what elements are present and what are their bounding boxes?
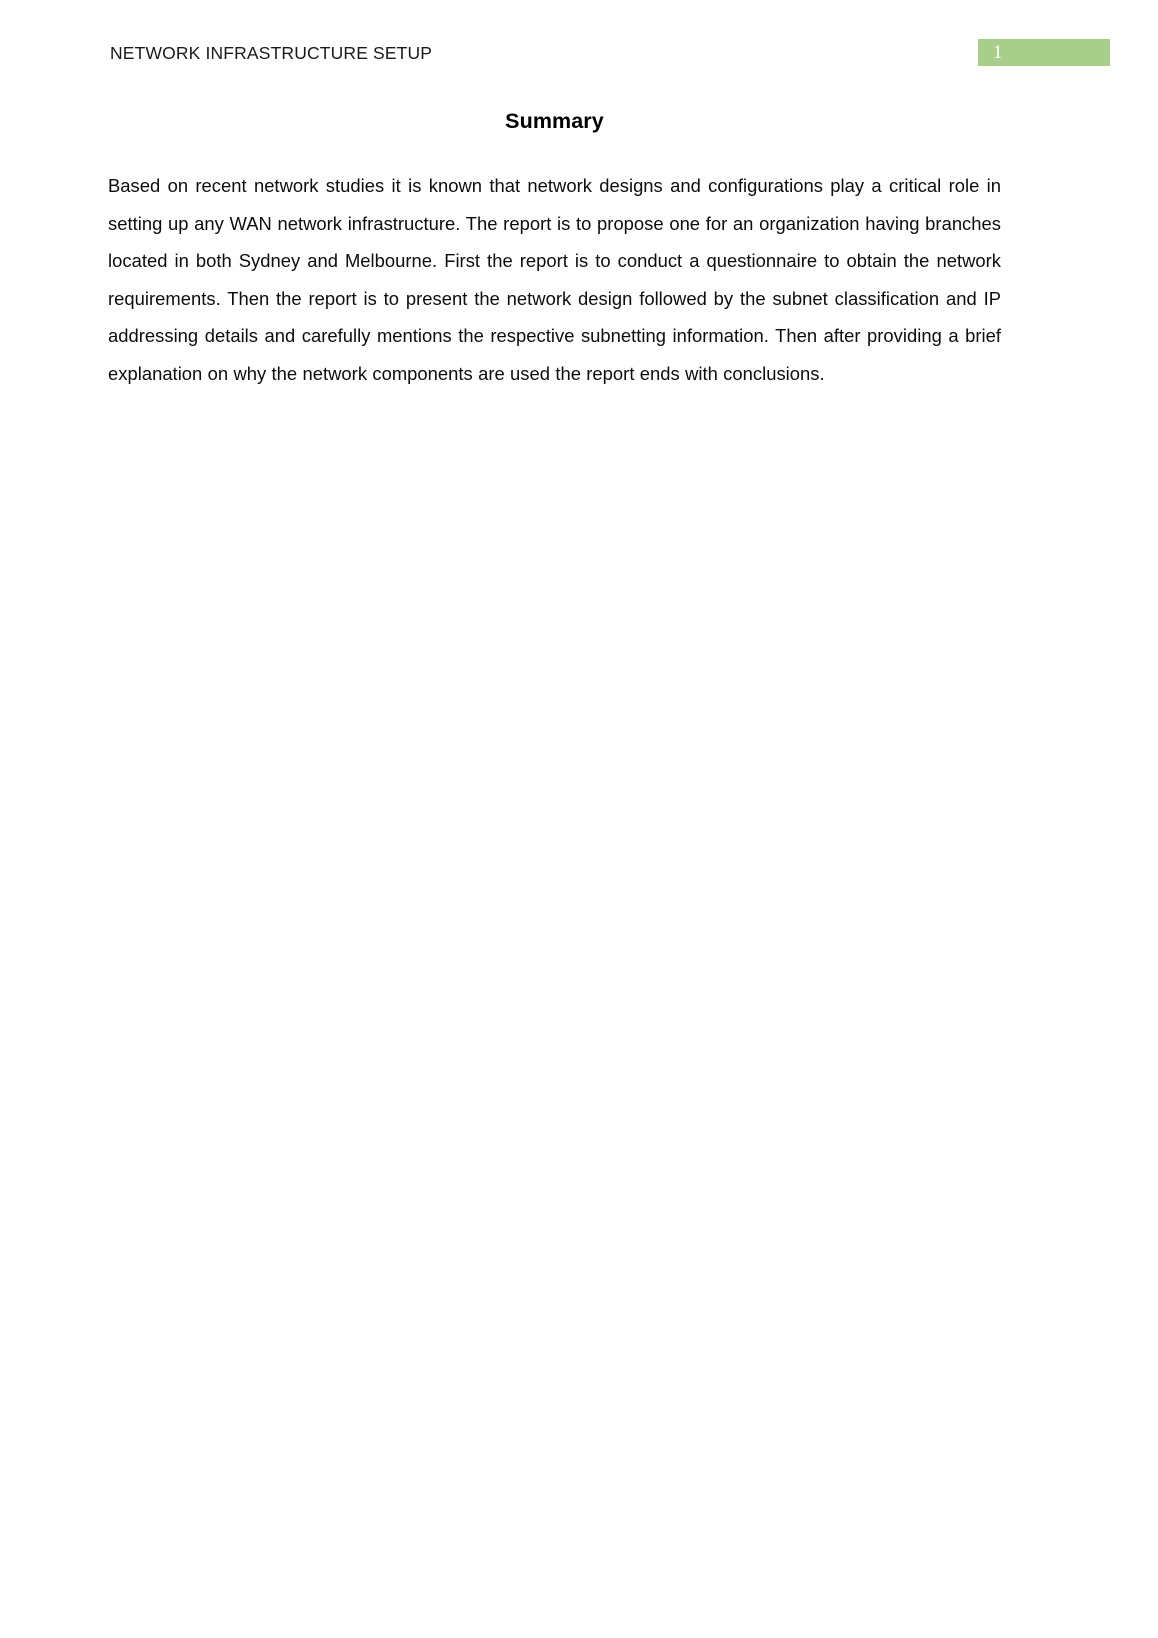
page-number-label: 1	[993, 42, 1003, 63]
summary-paragraph: Based on recent network studies it is known that network designs and configurations play a critical role in setting up any WAN network infrastructure. The report is to propose one for an organization having branches located in both Sydney and Melbourne. First the report is to conduct a questionnaire to obtain the network requirements. Then the report is to present the network design followed by the subnet classification and IP addressing details and carefully mentions the respective subnetting information. Then after providing a brief explanation on why the network components are used the report ends with conclusions.	[108, 175, 1001, 384]
section-heading-summary: Summary	[505, 109, 604, 133]
page-running-header	[0, 0, 1158, 86]
page-number-badge	[978, 39, 1110, 66]
running-header-title: NETWORK INFRASTRUCTURE SETUP	[110, 43, 433, 63]
